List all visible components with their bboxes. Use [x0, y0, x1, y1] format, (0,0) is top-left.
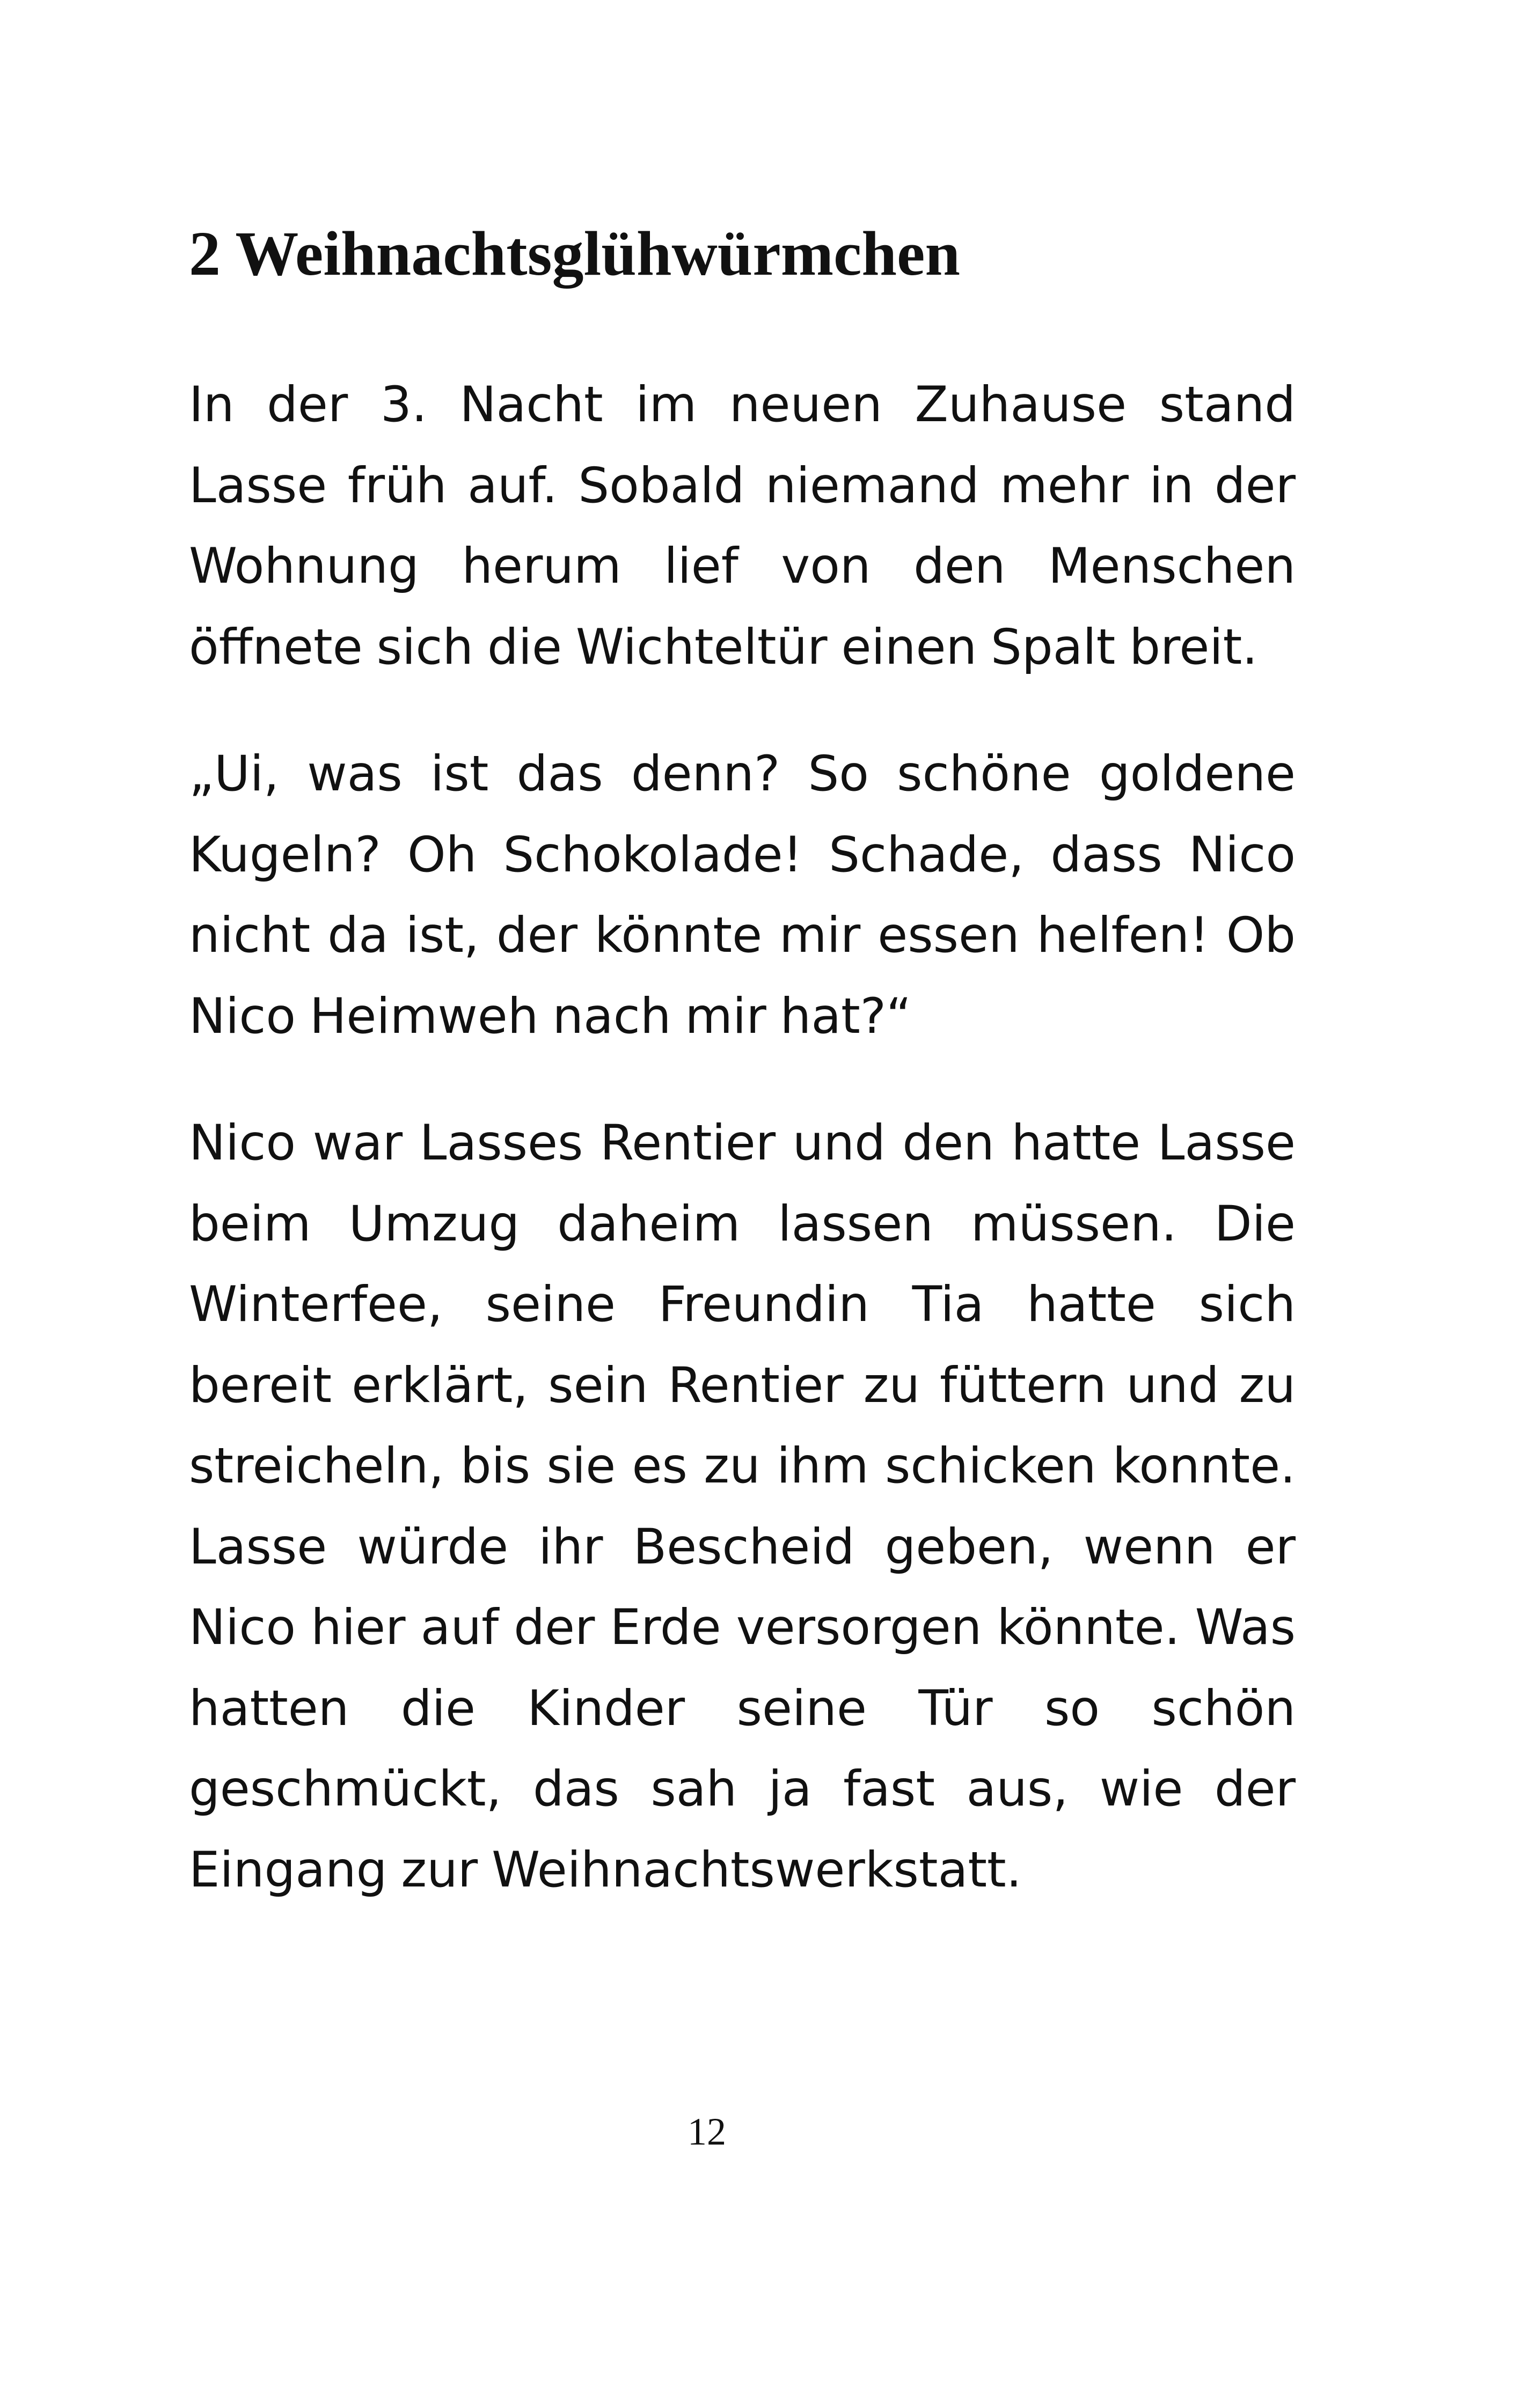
chapter-title: 2 Weihnachtsglühwürmchen [189, 218, 961, 289]
paragraph-2: „Ui, was ist das denn? So schöne goldene Kugeln? Oh Schokolade! Schade, dass Nico nicht da ist, der könnte mir essen helfen! Ob Nico Heimweh nach mir hat?“ [189, 746, 1296, 1045]
paragraph-1: In der 3. Nacht im neuen Zuhause stand Lasse früh auf. Sobald niemand mehr in der Wohnung herum lief von den Menschen öffnete sich die Wichteltür einen Spalt breit. [189, 377, 1296, 676]
page-number: 12 [688, 2110, 726, 2153]
paragraph-3: Nico war Lasses Rentier und den hatte Lasse beim Umzug daheim lassen müssen. Die Winterfee, seine Freundin Tia hatte sich bereit erklärt, sein Rentier zu füttern und zu streicheln, bis sie es zu ihm schicken konnte. Lasse würde ihr Bescheid geben, wenn er Nico hier auf der Erde versorgen könnte. Was hatten die Kinder seine Tür so schön geschmückt, das sah ja fast aus, wie der Eingang zur Weihnachtswerkstatt. [189, 1115, 1296, 1898]
body-text [189, 365, 1296, 1911]
